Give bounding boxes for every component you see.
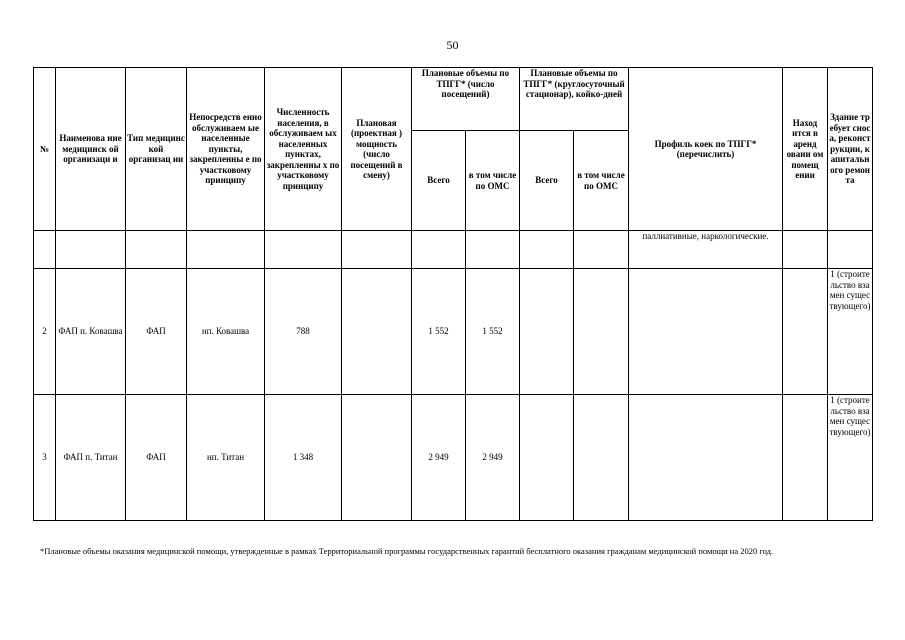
row-settlement: нп. Титан bbox=[187, 395, 265, 521]
row-capacity bbox=[342, 395, 412, 521]
header-bed-profile: Профиль коек по ТПГГ* (перечислить) bbox=[629, 68, 783, 231]
row-population: 1 348 bbox=[265, 395, 342, 521]
row-number: 2 bbox=[34, 269, 56, 395]
header-served-settlements: Непосредств енно обслуживаем ые населенные пункты, закрепленны е по участковому принципу bbox=[187, 68, 265, 231]
row-demolition: 1 (строительство взамен существующего) bbox=[828, 395, 873, 521]
row-beds-total bbox=[520, 395, 574, 521]
row-bed-profile bbox=[629, 269, 783, 395]
header-number: № bbox=[34, 68, 56, 231]
row-organization-type: ФАП bbox=[126, 269, 187, 395]
row-rented bbox=[783, 395, 828, 521]
row-beds-oms bbox=[574, 395, 629, 521]
header-rented-premises: Наход ится в аренд овани ом помещ ении bbox=[783, 68, 828, 231]
header-planned-bed-days: Плановые объемы по ТПГГ* (круглосуточный стационар), койко-дней bbox=[520, 68, 629, 131]
table-row bbox=[34, 395, 873, 521]
row-visits-oms: 2 949 bbox=[466, 395, 520, 521]
header-demolition-repair: Здание требует сноса, реконструкции, капитального ремонта bbox=[828, 68, 873, 231]
header-beds-oms: в том числе по ОМС bbox=[574, 131, 629, 231]
medical-organizations-table bbox=[33, 67, 873, 521]
row-organization-type: ФАП bbox=[126, 395, 187, 521]
row-population: 788 bbox=[265, 269, 342, 395]
header-planned-capacity: Плановая (проектная ) мощность (число посещений в смену) bbox=[342, 68, 412, 231]
row-visits-total: 1 552 bbox=[412, 269, 466, 395]
header-visits-total: Всего bbox=[412, 131, 466, 231]
row-beds-total bbox=[520, 269, 574, 395]
row-number: 3 bbox=[34, 395, 56, 521]
page-number: 50 bbox=[446, 38, 459, 52]
row-capacity bbox=[342, 269, 412, 395]
header-population: Численность населения, в обслуживаем ых населенных пунктах, закрепленны х по участковому принципу bbox=[265, 68, 342, 231]
row-bed-profile bbox=[629, 395, 783, 521]
row-visits-oms: 1 552 bbox=[466, 269, 520, 395]
carry-over-profile-text: паллиативные, наркологические. bbox=[629, 231, 783, 269]
row-settlement: нп. Ковашва bbox=[187, 269, 265, 395]
table-row bbox=[34, 269, 873, 395]
row-rented bbox=[783, 269, 828, 395]
header-organization-type: Тип медицинс кой организац ии bbox=[126, 68, 187, 231]
row-organization-name: ФАП п. Ковашва bbox=[56, 269, 126, 395]
header-visits-oms: в том числе по ОМС bbox=[466, 131, 520, 231]
row-demolition: 1 (строительство взамен существующего) bbox=[828, 269, 873, 395]
row-visits-total: 2 949 bbox=[412, 395, 466, 521]
header-beds-total: Всего bbox=[520, 131, 574, 231]
header-planned-visits: Плановые объемы по ТПГГ* (число посещений) bbox=[412, 68, 520, 131]
row-beds-oms bbox=[574, 269, 629, 395]
row-organization-name: ФАП п. Титан bbox=[56, 395, 126, 521]
header-organization-name: Наименова ние медицинск ой организаци и bbox=[56, 68, 126, 231]
footnote: *Плановые объемы оказания медицинской помощи, утвержденные в рамках Территориальной программы государственных гарантий бесплатного оказания гражданам медицинской помощи на 2020 год. bbox=[40, 546, 774, 556]
